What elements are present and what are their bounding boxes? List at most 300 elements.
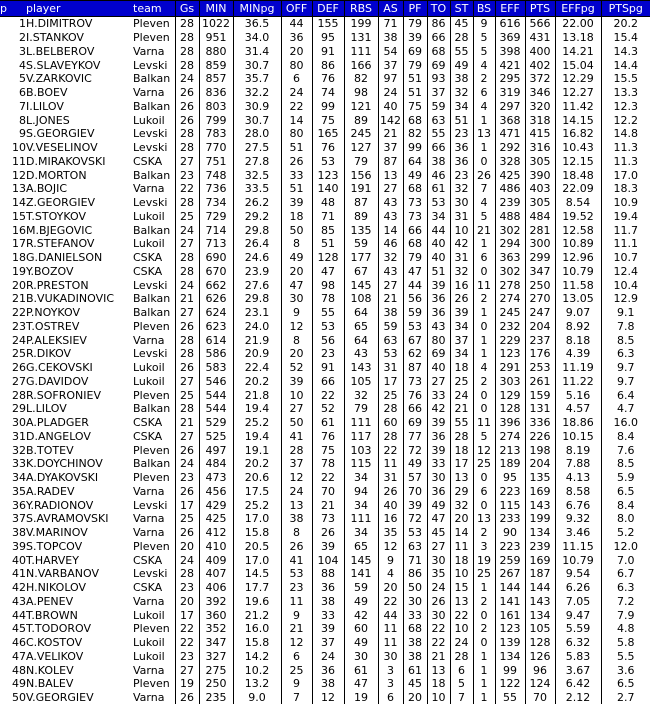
cell-rbs: 61 bbox=[344, 663, 378, 677]
cell-minpg: 33.5 bbox=[233, 182, 281, 196]
cell-ptspg: 8.0 bbox=[601, 512, 650, 526]
cell-to: 63 bbox=[427, 113, 450, 127]
cell-eff: 144 bbox=[495, 581, 525, 595]
cell-rbs: 43 bbox=[344, 347, 378, 361]
cell-def: 74 bbox=[312, 86, 344, 100]
cell-team: Varna bbox=[133, 333, 165, 347]
cell-eff: 369 bbox=[495, 31, 525, 45]
header-cell-def[interactable]: DEF bbox=[312, 1, 344, 17]
cell-off: 49 bbox=[281, 251, 312, 265]
cell-player: T.OSTREV bbox=[26, 319, 80, 333]
cell-team: Pleven bbox=[133, 388, 170, 402]
cell-rbs: 65 bbox=[344, 320, 378, 334]
cell-min: 803 bbox=[199, 100, 233, 114]
cell-p: 16 bbox=[12, 223, 26, 237]
cell-effpg: 10.79 bbox=[555, 265, 601, 279]
cell-effpg: 6.26 bbox=[555, 581, 601, 595]
cell-gs: 22 bbox=[175, 622, 199, 636]
cell-off: 36 bbox=[281, 31, 312, 45]
cell-st: 22 bbox=[450, 608, 473, 622]
cell-as: 38 bbox=[378, 306, 403, 320]
cell-as: 17 bbox=[378, 375, 403, 389]
cell-to: 38 bbox=[427, 155, 450, 169]
cell-to: 69 bbox=[427, 347, 450, 361]
cell-minpg: 28.0 bbox=[233, 127, 281, 141]
cell-off: 18 bbox=[281, 210, 312, 224]
cell-as: 16 bbox=[378, 512, 403, 526]
cell-ptspg: 7.0 bbox=[601, 553, 650, 567]
cell-rbs: 59 bbox=[344, 581, 378, 595]
cell-pts: 316 bbox=[525, 141, 555, 155]
cell-off: 80 bbox=[281, 127, 312, 141]
cell-effpg: 8.92 bbox=[555, 320, 601, 334]
cell-player: A.PLADGER bbox=[26, 416, 89, 430]
cell-st: 23 bbox=[450, 168, 473, 182]
cell-pts: 305 bbox=[525, 155, 555, 169]
cell-effpg: 7.88 bbox=[555, 457, 601, 471]
cell-pts: 415 bbox=[525, 127, 555, 141]
header-cell-min[interactable]: MIN bbox=[199, 1, 233, 17]
cell-to: 43 bbox=[427, 320, 450, 334]
table-row bbox=[0, 320, 650, 334]
cell-ptspg: 12.4 bbox=[601, 265, 650, 279]
cell-minpg: 32.2 bbox=[233, 86, 281, 100]
header-cell-player[interactable]: player bbox=[26, 1, 133, 17]
cell-def: 12 bbox=[312, 691, 344, 704]
cell-def: 53 bbox=[312, 155, 344, 169]
cell-effpg: 4.13 bbox=[555, 471, 601, 485]
cell-gs: 27 bbox=[175, 430, 199, 444]
cell-pf: 68 bbox=[403, 182, 427, 196]
cell-as: 14 bbox=[378, 223, 403, 237]
cell-to: 93 bbox=[427, 72, 450, 86]
cell-p: 27 bbox=[12, 374, 26, 388]
cell-bs: 1 bbox=[473, 333, 495, 347]
cell-pf: 71 bbox=[403, 553, 427, 567]
cell-effpg: 6.76 bbox=[555, 498, 601, 512]
cell-min: 392 bbox=[199, 595, 233, 609]
table-row bbox=[0, 223, 650, 237]
cell-as: 37 bbox=[378, 141, 403, 155]
cell-pf: 61 bbox=[403, 663, 427, 677]
cell-p: 7 bbox=[19, 99, 26, 113]
cell-eff: 115 bbox=[495, 498, 525, 512]
cell-pf: 68 bbox=[403, 622, 427, 636]
cell-gs: 28 bbox=[175, 402, 199, 416]
cell-st: 11 bbox=[450, 540, 473, 554]
cell-st: 10 bbox=[450, 622, 473, 636]
cell-rbs: 65 bbox=[344, 540, 378, 554]
cell-min: 235 bbox=[199, 691, 233, 704]
cell-player: N.BALEV bbox=[26, 677, 74, 691]
cell-pf: 62 bbox=[403, 347, 427, 361]
cell-rbs: 111 bbox=[344, 45, 378, 59]
cell-min: 275 bbox=[199, 663, 233, 677]
cell-rbs: 105 bbox=[344, 375, 378, 389]
cell-ptspg: 19.4 bbox=[601, 210, 650, 224]
cell-player: B.VUKADINOVIC bbox=[26, 292, 115, 306]
table-row bbox=[0, 691, 650, 704]
cell-gs: 26 bbox=[175, 100, 199, 114]
header-cell-minpg[interactable]: MINpg bbox=[233, 1, 281, 17]
cell-eff: 213 bbox=[495, 443, 525, 457]
cell-bs: 5 bbox=[473, 31, 495, 45]
cell-bs: 1 bbox=[473, 691, 495, 704]
cell-eff: 421 bbox=[495, 58, 525, 72]
cell-gs: 28 bbox=[175, 265, 199, 279]
cell-team: Balkan bbox=[133, 457, 171, 471]
cell-st: 18 bbox=[450, 553, 473, 567]
cell-bs: 0 bbox=[473, 388, 495, 402]
cell-p: 47 bbox=[12, 649, 26, 663]
cell-player: I.LILOV bbox=[26, 99, 64, 113]
cell-team: Balkan bbox=[133, 402, 171, 416]
cell-gs: 28 bbox=[175, 45, 199, 59]
cell-to: 51 bbox=[427, 265, 450, 279]
cell-bs: 25 bbox=[473, 457, 495, 471]
cell-minpg: 25.2 bbox=[233, 416, 281, 430]
cell-as: 13 bbox=[378, 168, 403, 182]
cell-min: 670 bbox=[199, 265, 233, 279]
cell-minpg: 15.8 bbox=[233, 636, 281, 650]
cell-player: D.MORTON bbox=[26, 168, 87, 182]
cell-min: 429 bbox=[199, 498, 233, 512]
cell-gs: 28 bbox=[175, 31, 199, 45]
cell-to: 42 bbox=[427, 402, 450, 416]
cell-pf: 79 bbox=[403, 17, 427, 31]
cell-ptspg: 5.5 bbox=[601, 650, 650, 664]
cell-bs: 2 bbox=[473, 375, 495, 389]
cell-eff: 223 bbox=[495, 485, 525, 499]
cell-min: 736 bbox=[199, 182, 233, 196]
cell-st: 31 bbox=[450, 210, 473, 224]
cell-pf: 82 bbox=[403, 127, 427, 141]
cell-st: 25 bbox=[450, 375, 473, 389]
cell-st: 24 bbox=[450, 636, 473, 650]
header-cell-bs[interactable]: BS bbox=[473, 1, 495, 17]
cell-off: 51 bbox=[281, 182, 312, 196]
cell-off: 20 bbox=[281, 347, 312, 361]
cell-rbs: 19 bbox=[344, 691, 378, 704]
cell-bs: 0 bbox=[473, 498, 495, 512]
cell-rbs: 30 bbox=[344, 650, 378, 664]
cell-effpg: 22.09 bbox=[555, 182, 601, 196]
table-row bbox=[0, 677, 650, 691]
cell-effpg: 3.46 bbox=[555, 526, 601, 540]
cell-eff: 239 bbox=[495, 196, 525, 210]
header-cell-p[interactable]: p bbox=[0, 1, 26, 17]
cell-to: 39 bbox=[427, 278, 450, 292]
cell-min: 799 bbox=[199, 113, 233, 127]
cell-ptspg: 6.3 bbox=[601, 581, 650, 595]
cell-gs: 27 bbox=[175, 375, 199, 389]
cell-off: 9 bbox=[281, 306, 312, 320]
cell-minpg: 20.2 bbox=[233, 375, 281, 389]
cell-ptspg: 9.7 bbox=[601, 361, 650, 375]
cell-minpg: 20.2 bbox=[233, 457, 281, 471]
cell-pf: 73 bbox=[403, 375, 427, 389]
cell-as: 27 bbox=[378, 278, 403, 292]
cell-p: 18 bbox=[12, 251, 26, 265]
cell-gs: 27 bbox=[175, 663, 199, 677]
cell-as: 3 bbox=[378, 663, 403, 677]
header-cell-effpg[interactable]: EFFpg bbox=[555, 1, 601, 17]
cell-pts: 261 bbox=[525, 375, 555, 389]
cell-effpg: 9.47 bbox=[555, 608, 601, 622]
cell-as: 24 bbox=[378, 86, 403, 100]
cell-pts: 484 bbox=[525, 210, 555, 224]
cell-minpg: 14.2 bbox=[233, 650, 281, 664]
cell-bs: 1 bbox=[473, 663, 495, 677]
cell-off: 9 bbox=[281, 608, 312, 622]
cell-st: 49 bbox=[450, 58, 473, 72]
cell-eff: 425 bbox=[495, 168, 525, 182]
cell-off: 28 bbox=[281, 443, 312, 457]
cell-rbs: 117 bbox=[344, 430, 378, 444]
header-cell-ptspg[interactable]: PTSpg bbox=[601, 1, 650, 17]
header-cell-eff[interactable]: EFF bbox=[495, 1, 525, 17]
cell-bs: 6 bbox=[473, 251, 495, 265]
cell-pts: 253 bbox=[525, 361, 555, 375]
cell-gs: 24 bbox=[175, 457, 199, 471]
cell-gs: 27 bbox=[175, 155, 199, 169]
header-cell-to[interactable]: TO bbox=[427, 1, 450, 17]
cell-rbs: 67 bbox=[344, 265, 378, 279]
cell-pts: 134 bbox=[525, 608, 555, 622]
cell-player: H.NIKOLOV bbox=[26, 581, 87, 595]
cell-min: 751 bbox=[199, 155, 233, 169]
cell-min: 770 bbox=[199, 141, 233, 155]
cell-to: 44 bbox=[427, 223, 450, 237]
cell-to: 33 bbox=[427, 388, 450, 402]
header-cell-gs[interactable]: Gs bbox=[175, 1, 199, 17]
cell-rbs: 47 bbox=[344, 677, 378, 691]
cell-bs: 1 bbox=[473, 581, 495, 595]
cell-off: 24 bbox=[281, 86, 312, 100]
header-cell-as[interactable]: AS bbox=[378, 1, 403, 17]
cell-eff: 274 bbox=[495, 430, 525, 444]
cell-off: 26 bbox=[281, 155, 312, 169]
cell-gs: 28 bbox=[175, 196, 199, 210]
cell-off: 12 bbox=[281, 471, 312, 485]
cell-eff: 141 bbox=[495, 595, 525, 609]
cell-effpg: 8.54 bbox=[555, 196, 601, 210]
cell-eff: 129 bbox=[495, 388, 525, 402]
cell-pts: 143 bbox=[525, 595, 555, 609]
cell-rbs: 245 bbox=[344, 127, 378, 141]
cell-def: 78 bbox=[312, 292, 344, 306]
cell-to: 66 bbox=[427, 31, 450, 45]
cell-minpg: 9.0 bbox=[233, 691, 281, 704]
cell-player: G.CEKOVSKI bbox=[26, 361, 93, 375]
cell-pf: 70 bbox=[403, 485, 427, 499]
cell-def: 39 bbox=[312, 622, 344, 636]
cell-as: 37 bbox=[378, 58, 403, 72]
cell-bs: 1 bbox=[473, 237, 495, 251]
cell-to: 40 bbox=[427, 361, 450, 375]
cell-player: L.LILOV bbox=[26, 402, 67, 416]
cell-p: 39 bbox=[12, 539, 26, 553]
cell-p: 37 bbox=[12, 512, 26, 526]
cell-team: Lukoil bbox=[133, 209, 165, 223]
cell-off: 37 bbox=[281, 457, 312, 471]
cell-eff: 295 bbox=[495, 72, 525, 86]
cell-to: 45 bbox=[427, 526, 450, 540]
table-row bbox=[0, 595, 650, 609]
cell-eff: 55 bbox=[495, 691, 525, 704]
cell-min: 623 bbox=[199, 320, 233, 334]
cell-off: 8 bbox=[281, 333, 312, 347]
cell-def: 71 bbox=[312, 210, 344, 224]
cell-rbs: 145 bbox=[344, 278, 378, 292]
cell-team: Levski bbox=[133, 278, 168, 292]
cell-ptspg: 8.5 bbox=[601, 333, 650, 347]
header-cell-pts[interactable]: PTS bbox=[525, 1, 555, 17]
cell-minpg: 26.4 bbox=[233, 237, 281, 251]
cell-as: 35 bbox=[378, 526, 403, 540]
table-row bbox=[0, 622, 650, 636]
cell-player: N.VARBANOV bbox=[26, 567, 100, 581]
cell-st: 24 bbox=[450, 388, 473, 402]
cell-def: 38 bbox=[312, 677, 344, 691]
cell-as: 44 bbox=[378, 608, 403, 622]
cell-minpg: 36.5 bbox=[233, 17, 281, 31]
cell-st: 15 bbox=[450, 581, 473, 595]
cell-eff: 368 bbox=[495, 113, 525, 127]
cell-off: 50 bbox=[281, 223, 312, 237]
cell-pf: 68 bbox=[403, 237, 427, 251]
cell-team: Levski bbox=[133, 347, 168, 361]
table-row bbox=[0, 72, 650, 86]
cell-eff: 233 bbox=[495, 512, 525, 526]
cell-bs: 7 bbox=[473, 182, 495, 196]
cell-gs: 21 bbox=[175, 292, 199, 306]
cell-bs: 2 bbox=[473, 72, 495, 86]
cell-ptspg: 13.3 bbox=[601, 86, 650, 100]
cell-as: 28 bbox=[378, 402, 403, 416]
cell-bs: 0 bbox=[473, 402, 495, 416]
cell-effpg: 16.82 bbox=[555, 127, 601, 141]
cell-team: Lukoil bbox=[133, 649, 165, 663]
header-cell-st[interactable]: ST bbox=[450, 1, 473, 17]
cell-gs: 26 bbox=[175, 691, 199, 704]
cell-gs: 26 bbox=[175, 113, 199, 127]
cell-def: 22 bbox=[312, 471, 344, 485]
cell-off: 39 bbox=[281, 196, 312, 210]
cell-off: 8 bbox=[281, 526, 312, 540]
cell-st: 16 bbox=[450, 278, 473, 292]
cell-def: 99 bbox=[312, 100, 344, 114]
cell-bs: 0 bbox=[473, 320, 495, 334]
cell-ptspg: 2.7 bbox=[601, 691, 650, 704]
cell-off: 24 bbox=[281, 485, 312, 499]
header-cell-pf[interactable]: PF bbox=[403, 1, 427, 17]
cell-off: 12 bbox=[281, 636, 312, 650]
cell-def: 128 bbox=[312, 251, 344, 265]
cell-to: 27 bbox=[427, 540, 450, 554]
cell-def: 76 bbox=[312, 72, 344, 86]
table-row bbox=[0, 292, 650, 306]
cell-def: 165 bbox=[312, 127, 344, 141]
cell-pts: 128 bbox=[525, 636, 555, 650]
cell-as: 32 bbox=[378, 251, 403, 265]
cell-off: 8 bbox=[281, 237, 312, 251]
cell-st: 23 bbox=[450, 127, 473, 141]
table-row bbox=[0, 113, 650, 127]
cell-minpg: 32.5 bbox=[233, 168, 281, 182]
cell-ptspg: 10.7 bbox=[601, 251, 650, 265]
cell-def: 98 bbox=[312, 278, 344, 292]
cell-off: 44 bbox=[281, 17, 312, 31]
cell-off: 27 bbox=[281, 402, 312, 416]
cell-gs: 22 bbox=[175, 182, 199, 196]
cell-team: Pleven bbox=[133, 539, 170, 553]
cell-min: 347 bbox=[199, 636, 233, 650]
cell-to: 13 bbox=[427, 663, 450, 677]
cell-to: 24 bbox=[427, 581, 450, 595]
cell-team: Levski bbox=[133, 498, 168, 512]
cell-pts: 346 bbox=[525, 86, 555, 100]
cell-ptspg: 12.3 bbox=[601, 100, 650, 114]
table-row bbox=[0, 155, 650, 169]
cell-as: 53 bbox=[378, 347, 403, 361]
cell-st: 28 bbox=[450, 650, 473, 664]
cell-min: 456 bbox=[199, 485, 233, 499]
cell-player: L.BELBEROV bbox=[26, 44, 95, 58]
cell-off: 6 bbox=[281, 650, 312, 664]
cell-team: Lukoil bbox=[133, 608, 165, 622]
cell-player: P.NOYKOV bbox=[26, 306, 81, 320]
cell-minpg: 26.2 bbox=[233, 196, 281, 210]
cell-rbs: 115 bbox=[344, 457, 378, 471]
header-cell-off[interactable]: OFF bbox=[281, 1, 312, 17]
cell-pts: 226 bbox=[525, 430, 555, 444]
cell-player: Y.RADIONOV bbox=[26, 498, 94, 512]
cell-bs: 5 bbox=[473, 210, 495, 224]
cell-as: 9 bbox=[378, 553, 403, 567]
table-row bbox=[0, 361, 650, 375]
cell-rbs: 34 bbox=[344, 498, 378, 512]
header-cell-team[interactable]: team bbox=[133, 1, 175, 17]
cell-gs: 20 bbox=[175, 540, 199, 554]
cell-off: 38 bbox=[281, 512, 312, 526]
cell-gs: 28 bbox=[175, 17, 199, 31]
cell-p: 42 bbox=[12, 581, 26, 595]
cell-eff: 303 bbox=[495, 375, 525, 389]
cell-pts: 250 bbox=[525, 278, 555, 292]
cell-def: 26 bbox=[312, 526, 344, 540]
cell-rbs: 42 bbox=[344, 608, 378, 622]
cell-rbs: 79 bbox=[344, 155, 378, 169]
cell-as: 21 bbox=[378, 292, 403, 306]
cell-pf: 20 bbox=[403, 691, 427, 704]
cell-to: 27 bbox=[427, 375, 450, 389]
cell-min: 729 bbox=[199, 210, 233, 224]
cell-st: 32 bbox=[450, 182, 473, 196]
cell-ptspg: 14.3 bbox=[601, 45, 650, 59]
cell-min: 409 bbox=[199, 553, 233, 567]
cell-off: 12 bbox=[281, 320, 312, 334]
cell-min: 473 bbox=[199, 471, 233, 485]
cell-minpg: 16.0 bbox=[233, 622, 281, 636]
cell-pts: 96 bbox=[525, 663, 555, 677]
cell-rbs: 87 bbox=[344, 196, 378, 210]
table-row bbox=[0, 402, 650, 416]
cell-to: 86 bbox=[427, 17, 450, 31]
cell-as: 31 bbox=[378, 471, 403, 485]
cell-st: 39 bbox=[450, 306, 473, 320]
header-cell-rbs[interactable]: RBS bbox=[344, 1, 378, 17]
